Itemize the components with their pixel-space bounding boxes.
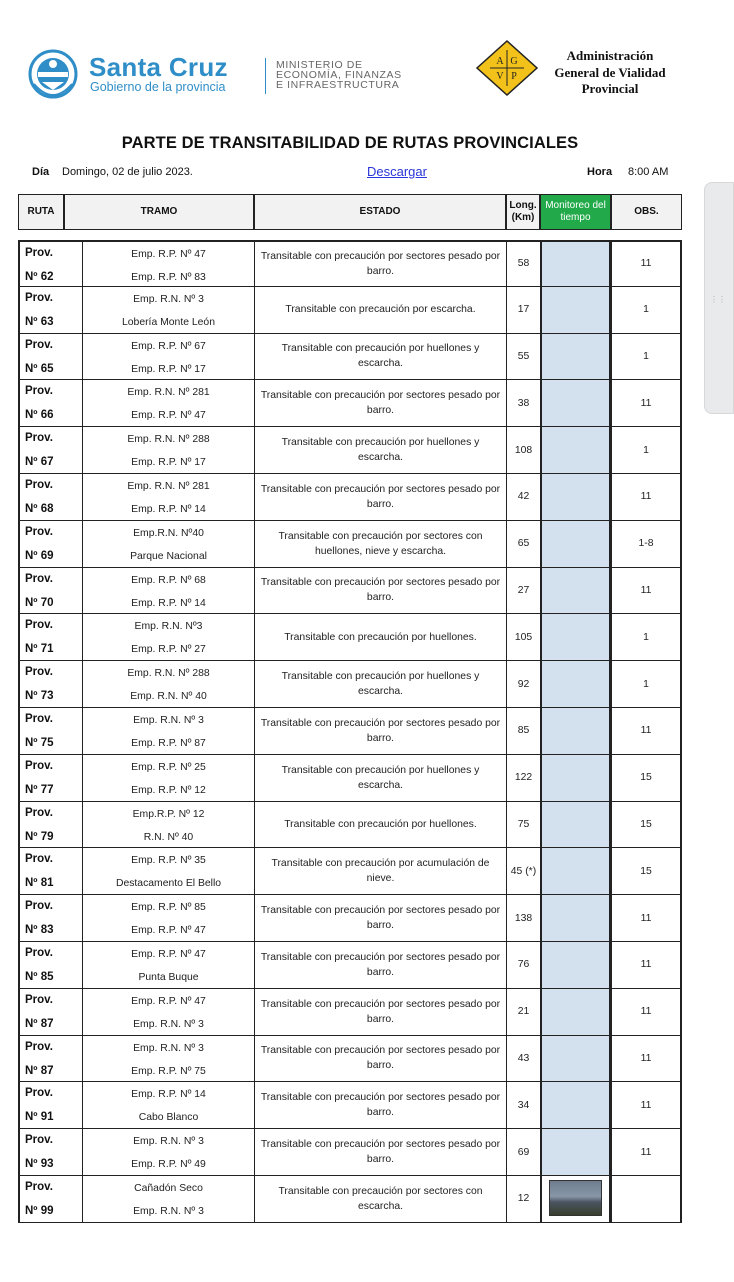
section-start: Emp. R.P. Nº 25 <box>131 761 206 773</box>
route-number: Nº 85 <box>25 970 54 983</box>
length-cell: 65 <box>506 521 540 568</box>
route-cell <box>18 287 82 334</box>
section-end: Emp. R.P. Nº 27 <box>131 644 206 656</box>
section-end: Emp. R.P. Nº 83 <box>131 272 206 283</box>
ministry-name <box>276 60 402 90</box>
weather-monitor-cell <box>540 568 611 615</box>
length-cell: 122 <box>506 755 540 802</box>
route-number: Nº 73 <box>25 690 54 703</box>
obs-cell: 15 <box>611 755 682 802</box>
weather-monitor-cell <box>540 1129 611 1176</box>
section-end: Punta Buque <box>138 971 199 983</box>
route-cell <box>18 755 82 802</box>
section-start: Emp. R.N. Nº 3 <box>133 1136 204 1148</box>
weather-monitor-cell <box>540 380 611 427</box>
section-cell <box>82 989 254 1036</box>
section-start: Emp. R.N. Nº 288 <box>127 668 210 680</box>
route-prefix: Prov. <box>25 338 53 351</box>
section-start: Emp. R.P. Nº 85 <box>131 902 206 914</box>
agvp-line-1: Administración <box>566 48 654 63</box>
status-cell: Transitable con precaución por sectores pesado por barro. <box>254 895 506 942</box>
weather-monitor-cell <box>540 334 611 381</box>
table-row <box>18 1036 682 1083</box>
obs-cell: 11 <box>611 1129 682 1176</box>
section-cell <box>82 380 254 427</box>
route-prefix: Prov. <box>25 853 53 866</box>
route-number: Nº 87 <box>25 1064 54 1077</box>
length-cell: 17 <box>506 287 540 334</box>
length-cell: 12 <box>506 1176 540 1223</box>
route-cell <box>18 895 82 942</box>
table-row <box>18 334 682 381</box>
status-cell: Transitable con precaución por sectores pesado por barro. <box>254 1129 506 1176</box>
section-end: Emp. R.N. Nº 3 <box>133 1018 204 1030</box>
route-number: Nº 75 <box>25 736 54 749</box>
route-number: Nº 70 <box>25 596 54 609</box>
ministry-line-1: MINISTERIO DE <box>276 59 363 71</box>
obs-cell: 1-8 <box>611 521 682 568</box>
section-start: Emp. R.N. Nº3 <box>134 621 203 633</box>
route-number: Nº 81 <box>25 877 54 890</box>
length-cell: 58 <box>506 240 540 287</box>
table-row <box>18 568 682 615</box>
route-number: Nº 79 <box>25 830 54 843</box>
section-end: Emp. R.P. Nº 12 <box>131 784 206 796</box>
obs-cell: 11 <box>611 474 682 521</box>
section-cell <box>82 661 254 708</box>
status-cell: Transitable con precaución por sectores con escarcha. <box>254 1176 506 1223</box>
route-cell <box>18 474 82 521</box>
obs-cell: 15 <box>611 802 682 849</box>
route-prefix: Prov. <box>25 432 53 445</box>
weather-monitor-cell <box>540 989 611 1036</box>
section-start: Emp. R.P. Nº 47 <box>131 948 206 960</box>
section-end: Emp. R.P. Nº 47 <box>131 410 206 422</box>
status-cell: Transitable con precaución por escarcha. <box>254 287 506 334</box>
route-cell <box>18 1082 82 1129</box>
table-row <box>18 661 682 708</box>
route-cell <box>18 708 82 755</box>
section-end: Parque Nacional <box>130 550 207 562</box>
section-start: Emp. R.N. Nº 3 <box>133 714 204 726</box>
section-end: Cabo Blanco <box>138 1112 199 1124</box>
route-cell <box>18 1176 82 1223</box>
weather-monitor-cell <box>540 614 611 661</box>
section-cell <box>82 1082 254 1129</box>
section-cell <box>82 427 254 474</box>
routes-table <box>18 240 682 1223</box>
table-row <box>18 521 682 568</box>
table-row <box>18 287 682 334</box>
route-prefix: Prov. <box>25 1180 53 1193</box>
time-value: 8:00 AM <box>628 166 669 178</box>
weather-monitor-cell <box>540 1036 611 1083</box>
section-cell <box>82 1036 254 1083</box>
obs-cell: 11 <box>611 895 682 942</box>
route-prefix: Prov. <box>25 666 53 679</box>
column-header-long-line-2: (Km) <box>511 212 535 223</box>
table-row <box>18 240 682 287</box>
length-cell: 38 <box>506 380 540 427</box>
section-end: Emp. R.P. Nº 14 <box>131 503 206 515</box>
section-cell <box>82 942 254 989</box>
section-end: Emp. R.P. Nº 47 <box>131 925 206 937</box>
route-number: Nº 62 <box>25 271 54 283</box>
obs-cell: 11 <box>611 1036 682 1083</box>
obs-cell: 11 <box>611 568 682 615</box>
route-prefix: Prov. <box>25 1040 53 1053</box>
table-row <box>18 380 682 427</box>
table-row <box>18 989 682 1036</box>
route-cell <box>18 521 82 568</box>
agvp-name <box>540 48 680 98</box>
agvp-letter-a: A <box>496 56 504 67</box>
obs-cell: 11 <box>611 942 682 989</box>
brand-title: Santa Cruz <box>89 52 228 82</box>
column-header-monitoreo <box>540 194 611 230</box>
route-prefix: Prov. <box>25 712 53 725</box>
obs-cell: 15 <box>611 848 682 895</box>
column-header-long <box>506 194 540 230</box>
status-cell: Transitable con precaución por huellones. <box>254 802 506 849</box>
section-cell <box>82 755 254 802</box>
column-header-long-line-1: Long. <box>509 200 537 211</box>
ministry-line-3: E INFRAESTRUCTURA <box>276 79 400 91</box>
side-panel-handle[interactable] <box>704 182 734 414</box>
route-prefix: Prov. <box>25 1087 53 1100</box>
route-cell <box>18 380 82 427</box>
section-cell <box>82 287 254 334</box>
section-cell <box>82 848 254 895</box>
route-prefix: Prov. <box>25 1134 53 1147</box>
route-cell <box>18 334 82 381</box>
route-number: Nº 65 <box>25 362 54 375</box>
route-prefix: Prov. <box>25 900 53 913</box>
route-number: Nº 68 <box>25 502 54 515</box>
obs-cell: 1 <box>611 614 682 661</box>
length-cell: 85 <box>506 708 540 755</box>
section-end: Emp. R.P. Nº 17 <box>131 363 206 375</box>
weather-monitor-cell <box>540 287 611 334</box>
route-prefix: Prov. <box>25 525 53 538</box>
section-end: Emp. R.N. Nº 3 <box>133 1205 204 1217</box>
section-start: Emp. R.P. Nº 47 <box>131 995 206 1007</box>
section-start: Emp.R.P. Nº 12 <box>132 808 205 820</box>
table-row <box>18 848 682 895</box>
length-cell: 34 <box>506 1082 540 1129</box>
table-row <box>18 427 682 474</box>
section-start: Emp. R.P. Nº 35 <box>131 855 206 867</box>
section-end: Emp. R.P. Nº 87 <box>131 737 206 749</box>
section-start: Emp. R.N. Nº 3 <box>133 1042 204 1054</box>
status-cell: Transitable con precaución por sectores pesado por barro. <box>254 474 506 521</box>
table-row <box>18 474 682 521</box>
status-cell: Transitable con precaución por huellones y escarcha. <box>254 755 506 802</box>
section-start: Emp. R.P. Nº 67 <box>131 340 206 352</box>
section-start: Emp. R.N. Nº 281 <box>127 480 210 492</box>
page-title: PARTE DE TRANSITABILIDAD DE RUTAS PROVINCIALES <box>121 134 579 152</box>
status-cell: Transitable con precaución por sectores pesado por barro. <box>254 942 506 989</box>
section-cell <box>82 895 254 942</box>
section-cell <box>82 568 254 615</box>
obs-cell: 1 <box>611 661 682 708</box>
section-end: Emp. R.P. Nº 49 <box>131 1159 206 1171</box>
length-cell: 105 <box>506 614 540 661</box>
column-header-monitoreo-line-1: Monitoreo del <box>545 200 606 211</box>
length-cell: 108 <box>506 427 540 474</box>
table-row <box>18 802 682 849</box>
weather-monitor-cell <box>540 1082 611 1129</box>
length-cell: 75 <box>506 802 540 849</box>
section-cell <box>82 521 254 568</box>
route-prefix: Prov. <box>25 619 53 632</box>
agvp-line-3: Provincial <box>581 81 639 96</box>
weather-monitor-cell <box>540 942 611 989</box>
route-prefix: Prov. <box>25 993 53 1006</box>
download-link[interactable]: Descargar <box>367 164 427 179</box>
weather-monitor-cell <box>540 474 611 521</box>
route-number: Nº 67 <box>25 456 54 469</box>
column-header-tramo: TRAMO <box>64 194 254 230</box>
route-prefix: Prov. <box>25 946 53 959</box>
table-row <box>18 1129 682 1176</box>
table-row <box>18 895 682 942</box>
weather-monitor-cell <box>540 848 611 895</box>
section-end: Emp. R.N. Nº 40 <box>130 691 207 703</box>
section-cell <box>82 240 254 287</box>
header-divider <box>265 58 266 94</box>
weather-monitor-cell <box>540 1176 611 1223</box>
section-start: Emp. R.P. Nº 14 <box>131 1089 206 1101</box>
column-header-monitoreo-line-2: tiempo <box>560 212 591 223</box>
route-prefix: Prov. <box>25 247 53 259</box>
status-cell: Transitable con precaución por huellones. <box>254 614 506 661</box>
route-prefix: Prov. <box>25 806 53 819</box>
brand-subtitle: Gobierno de la provincia <box>90 80 226 94</box>
route-prefix: Prov. <box>25 759 53 772</box>
length-cell: 43 <box>506 1036 540 1083</box>
column-header-estado: ESTADO <box>254 194 506 230</box>
obs-cell: 11 <box>611 708 682 755</box>
route-number: Nº 63 <box>25 315 54 328</box>
weather-monitor-cell <box>540 661 611 708</box>
obs-cell: 11 <box>611 240 682 287</box>
column-header-obs: OBS. <box>611 194 682 230</box>
agvp-line-2: General de Vialidad <box>554 64 666 80</box>
section-start: Emp.R.N. Nº40 <box>133 527 204 539</box>
obs-cell: 1 <box>611 427 682 474</box>
route-number: Nº 83 <box>25 924 54 937</box>
route-cell <box>18 661 82 708</box>
status-cell: Transitable con precaución por sectores pesado por barro. <box>254 568 506 615</box>
section-start: Cañadón Seco <box>134 1182 203 1194</box>
status-cell: Transitable con precaución por sectores pesado por barro. <box>254 989 506 1036</box>
length-cell: 27 <box>506 568 540 615</box>
length-cell: 45 (*) <box>506 848 540 895</box>
route-number: Nº 69 <box>25 549 54 562</box>
section-cell <box>82 614 254 661</box>
route-prefix: Prov. <box>25 478 53 491</box>
agvp-diamond-logo <box>476 40 538 96</box>
grip-icon: ⋮⋮ <box>710 295 726 304</box>
section-cell <box>82 802 254 849</box>
route-prefix: Prov. <box>25 572 53 585</box>
route-cell <box>18 1129 82 1176</box>
status-cell: Transitable con precaución por sectores con huellones, nieve y escarcha. <box>254 521 506 568</box>
section-end: Destacamento El Bello <box>115 878 222 890</box>
status-cell: Transitable con precaución por sectores pesado por barro. <box>254 708 506 755</box>
route-cell <box>18 848 82 895</box>
section-end: Emp. R.P. Nº 14 <box>131 597 206 609</box>
table-row <box>18 1082 682 1129</box>
table-row <box>18 1176 682 1223</box>
weather-monitor-cell <box>540 427 611 474</box>
agvp-letter-g: G <box>510 56 518 67</box>
route-number: Nº 71 <box>25 643 54 656</box>
weather-monitor-cell <box>540 895 611 942</box>
section-end: Lobería Monte León <box>121 316 215 328</box>
section-start: Emp. R.P. Nº 47 <box>131 249 206 260</box>
column-header-ruta: RUTA <box>18 194 64 230</box>
status-cell: Transitable con precaución por sectores pesado por barro. <box>254 380 506 427</box>
section-start: Emp. R.P. Nº 68 <box>131 574 206 586</box>
agvp-letter-v: V <box>496 71 504 82</box>
route-number: Nº 91 <box>25 1111 54 1124</box>
obs-cell: 1 <box>611 287 682 334</box>
section-cell <box>82 1129 254 1176</box>
table-row <box>18 708 682 755</box>
route-cell <box>18 942 82 989</box>
day-value: Domingo, 02 de julio 2023. <box>62 166 193 178</box>
section-start: Emp. R.N. Nº 288 <box>127 434 210 446</box>
length-cell: 21 <box>506 989 540 1036</box>
length-cell: 138 <box>506 895 540 942</box>
section-cell <box>82 474 254 521</box>
status-cell: Transitable con precaución por huellones y escarcha. <box>254 334 506 381</box>
status-cell: Transitable con precaución por huellones y escarcha. <box>254 427 506 474</box>
status-cell: Transitable con precaución por huellones y escarcha. <box>254 661 506 708</box>
route-cell <box>18 614 82 661</box>
time-label: Hora <box>587 166 613 178</box>
status-cell: Transitable con precaución por sectores pesado por barro. <box>254 1082 506 1129</box>
route-cell <box>18 427 82 474</box>
route-prefix: Prov. <box>25 385 53 398</box>
section-start: Emp. R.N. Nº 281 <box>127 387 210 399</box>
day-label: Día <box>32 166 50 178</box>
section-end: Emp. R.P. Nº 17 <box>131 457 206 469</box>
santa-cruz-coat-of-arms-icon <box>28 48 78 102</box>
route-number: Nº 66 <box>25 409 54 422</box>
route-cell <box>18 240 82 287</box>
weather-monitor-cell <box>540 708 611 755</box>
table-row <box>18 755 682 802</box>
route-number: Nº 87 <box>25 1017 54 1030</box>
table-row <box>18 942 682 989</box>
route-prefix: Prov. <box>25 291 53 304</box>
route-number: Nº 93 <box>25 1158 54 1171</box>
route-cell <box>18 568 82 615</box>
obs-cell: 11 <box>611 1082 682 1129</box>
length-cell: 42 <box>506 474 540 521</box>
obs-cell: 11 <box>611 989 682 1036</box>
route-number: Nº 77 <box>25 783 54 796</box>
length-cell: 69 <box>506 1129 540 1176</box>
section-start: Emp. R.N. Nº 3 <box>133 293 204 305</box>
weather-monitor-cell <box>540 802 611 849</box>
obs-cell: 1 <box>611 334 682 381</box>
length-cell: 92 <box>506 661 540 708</box>
route-cell <box>18 989 82 1036</box>
ministry-line-2: ECONOMÍA, FINANZAS <box>276 69 402 81</box>
section-cell <box>82 708 254 755</box>
agvp-letter-p: P <box>511 71 517 82</box>
route-number: Nº 99 <box>25 1204 54 1217</box>
obs-cell: 11 <box>611 380 682 427</box>
route-cell <box>18 1036 82 1083</box>
section-cell <box>82 334 254 381</box>
section-end: R.N. Nº 40 <box>143 831 194 843</box>
status-cell: Transitable con precaución por sectores pesado por barro. <box>254 240 506 287</box>
status-cell: Transitable con precaución por acumulación de nieve. <box>254 848 506 895</box>
weather-monitor-cell <box>540 755 611 802</box>
route-cell <box>18 802 82 849</box>
weather-monitor-cell <box>540 521 611 568</box>
section-end: Emp. R.P. Nº 75 <box>131 1065 206 1077</box>
length-cell: 76 <box>506 942 540 989</box>
weather-monitor-cell <box>540 240 611 287</box>
obs-cell <box>611 1176 682 1223</box>
weather-camera-thumbnail[interactable] <box>549 1180 602 1216</box>
section-cell <box>82 1176 254 1223</box>
status-cell: Transitable con precaución por sectores pesado por barro. <box>254 1036 506 1083</box>
length-cell: 55 <box>506 334 540 381</box>
table-row <box>18 614 682 661</box>
